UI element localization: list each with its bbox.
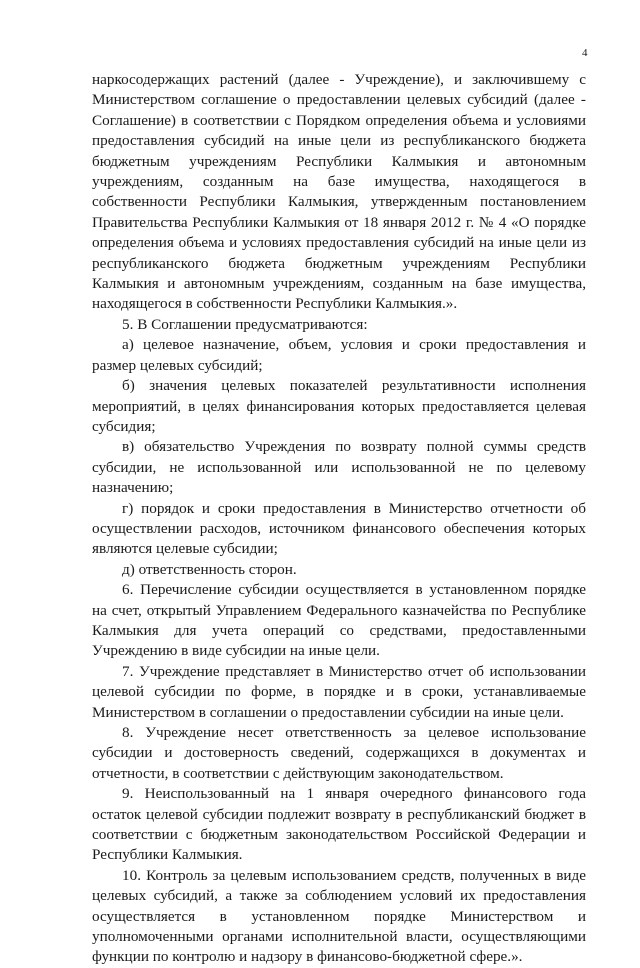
paragraph-item-9: 9. Неиспользованный на 1 января очередного финансового года остаток целевой субсидии подлежит возврату в республиканский бюджет в соответствии с бюджетным законодательством Российской Федерации и Республики Калмыкия.: [92, 785, 586, 864]
document-body: [92, 70, 586, 968]
paragraph-item-6: 6. Перечисление субсидии осуществляется в установленном порядке на счет, открытый Управлением Федерального казначейства по Республике Калмыкия для учета операций со средствами, предоставленными Учреждению в виде субсидии на иные цели.: [92, 581, 586, 660]
paragraph-item-10: 10. Контроль за целевым использованием средств, полученных в виде целевых субсидий, а также за соблюдением условий их предоставления осуществляется в установленном порядке Министерством и уполномоченными органами исполнительной власти, осуществляющими функции по контролю и надзору в финансово-бюджетной сфере.».: [92, 866, 586, 966]
paragraph-item-5: 5. В Соглашении предусматриваются:: [122, 315, 368, 333]
subitem-d: д) ответственность сторон.: [122, 560, 297, 578]
subitem-g: г) порядок и сроки предоставления в Министерство отчетности об осуществлении расходов, источником финансового обеспечения которых являются целевые субсидии;: [92, 499, 586, 558]
paragraph-item-8: 8. Учреждение несет ответственность за целевое использование субсидии и достоверность сведений, содержащихся в документах и отчетности, в соответствии с действующим законодательством.: [92, 724, 586, 782]
page-number: 4: [582, 47, 588, 59]
subitem-b: б) значения целевых показателей результативности исполнения мероприятий, в целях финансирования которых предоставляется целевая субсидия;: [92, 377, 586, 435]
subitem-v: в) обязательство Учреждения по возврату полной суммы средств субсидии, не использованной или использованной не по целевому назначению;: [92, 438, 586, 497]
subitem-a: а) целевое назначение, объем, условия и сроки предоставления и размер целевых субсидий;: [92, 336, 586, 374]
paragraph-continuation: наркосодержащих растений (далее - Учреждение), и заключившему с Министерством соглашение о предоставлении целевых субсидий (далее - Соглашение) в соответствии с Порядком определения объема и условиями предоставления субсидий на иные цели из республиканского бюджета бюджетным учреждениям Республики Калмыкия и автономным учреждениям, созданным на базе имущества, находящегося в собственности Республики Калмыкия, утвержденным постановлением Правительства Республики Калмыкия от 18 января 2012 г. № 4 «О порядке определения объема и условиях предоставления субсидий на иные цели из республиканского бюджета бюджетным учреждениям Республики Калмыкия и автономным учреждениям, созданным на базе имущества, находящегося в собственности Республики Калмыкия.».: [92, 71, 586, 313]
paragraph-item-7: 7. Учреждение представляет в Министерство отчет об использовании целевой субсидии по форме, в порядке и в сроки, устанавливаемые Министерством в соглашении о предоставлении субсидии на иные цели.: [92, 662, 586, 721]
